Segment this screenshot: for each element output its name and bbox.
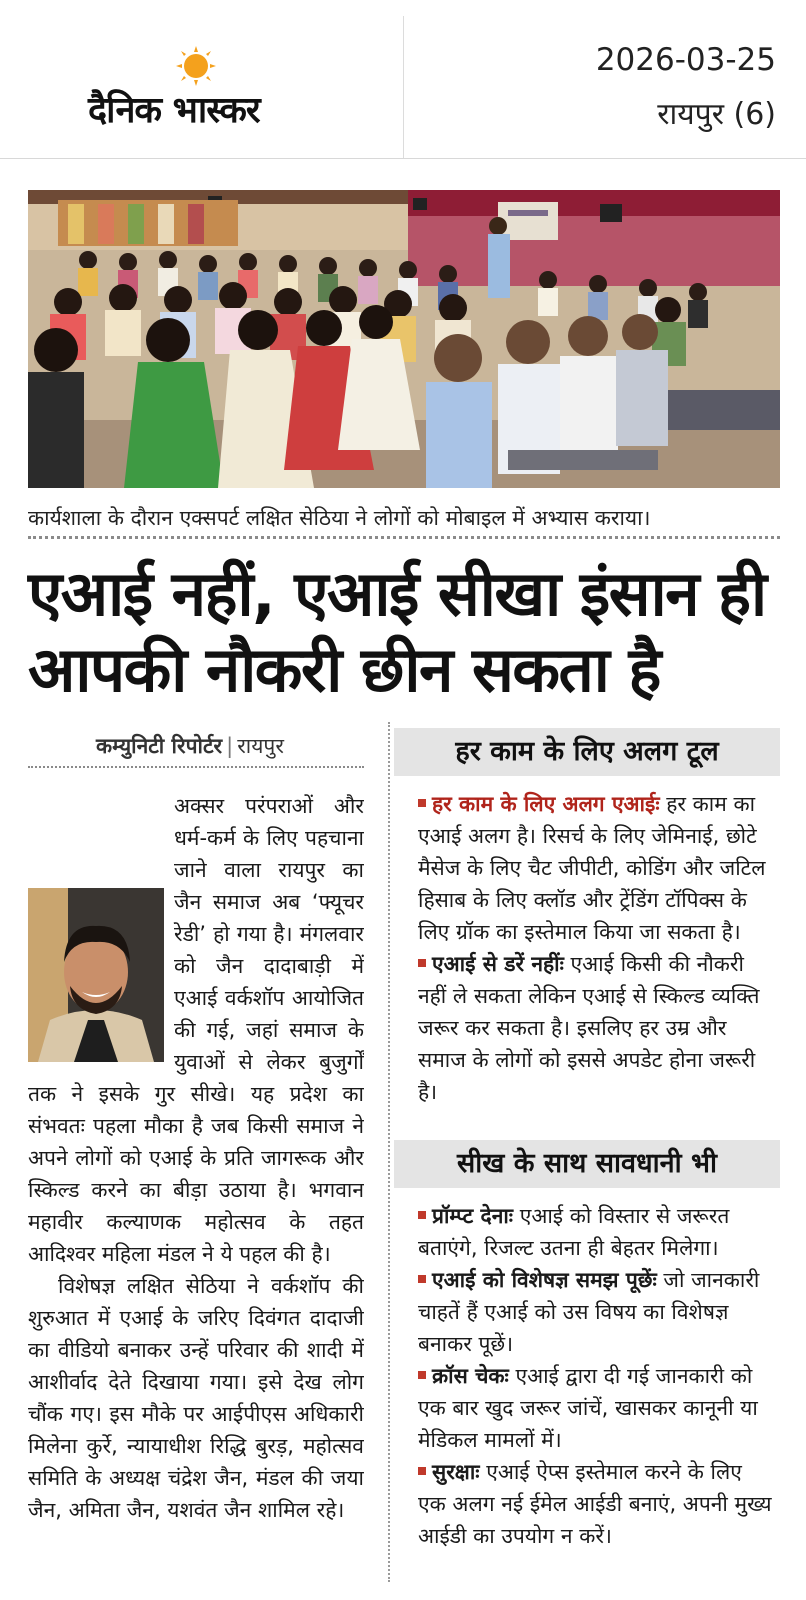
- newspaper-logo: [88, 36, 308, 136]
- list-item-term: एआई से डरें नहींः: [432, 952, 564, 976]
- list-item-text: हर काम का एआई अलग है। रिसर्च के लिए जेमिनाई, छोटे मैसेज के लिए चैट जीपीटी, कोडिंग और जटिल हिसाब के लिए क्लॉड और ट्रेंडिंग टॉपिक्स के लिए ग्रॉक का इस्तेमाल किया जा सकता है।: [418, 792, 766, 944]
- byline-divider: [28, 766, 364, 768]
- headline: [28, 556, 788, 708]
- column-divider: [388, 722, 390, 1582]
- logo-wordmark: दैनिक भास्कर: [88, 90, 260, 131]
- article-paragraph-1: अक्सर परंपराओं और धर्म-कर्म के लिए पहचाना जाने वाला रायपुर का जैन समाज अब ‘फ्यूचर रेडी’ हो गया है। मंगलवार को जैन दादाबाड़ी में एआई वर्कशॉप आयोजित की गई, जहां समाज के युवाओं से लेकर बुजुर्गों तक ने इसके गुर सीखे। यह प्रदेश का संभवतः पहला मौका है जब किसी समाज ने अपने लोगों को एआई के प्रति जागरूक और स्किल्ड करने का बीड़ा उठाया है। भगवान महावीर कल्याणक महोत्सव के तहत आदिश्वर महिला मंडल ने ये पहल की है।: [28, 794, 364, 1266]
- list-item: [418, 948, 774, 1108]
- sidebar-heading-caution: सीख के साथ सावधानी भी: [394, 1140, 780, 1188]
- list-item-term: प्रॉम्प्ट देनाः: [432, 1204, 514, 1228]
- headline-line-2: आपकी नौकरी छीन सकता है: [28, 633, 660, 706]
- bullet-square-icon: [418, 1275, 426, 1283]
- list-item: [418, 1360, 774, 1456]
- article-paragraph-2: विशेषज्ञ लक्षित सेठिया ने वर्कशॉप की शुरुआत में एआई के जरिए दिवंगत दादाजी का वीडियो बनाकर उन्हें परिवार की शादी में आशीर्वाद देते दिखाया गया। इसे देख लोग चौंक गए। इस मौके पर आईपीएस अधिकारी मिलेना कुर्रे, न्यायाधीश रिद्धि बुरड़, महोत्सव समिति के अध्यक्ष चंद्रेश जैन, मंडल की जया जैन, अमिता जैन, यशवंत जैन शामिल रहे।: [28, 1274, 364, 1522]
- list-item: [418, 1456, 774, 1552]
- list-item-text: एआई द्वारा दी गई जानकारी को एक बार खुद जरूर जांचें, खासकर कानूनी या मेडिकल मामलों में।: [418, 1364, 758, 1452]
- issue-date: 2026-03-25: [595, 42, 776, 78]
- workshop-photo: [28, 190, 780, 488]
- sun-icon: [176, 46, 216, 86]
- bullet-square-icon: [418, 1211, 426, 1219]
- byline-separator: |: [226, 734, 234, 758]
- photo-caption: कार्यशाला के दौरान एक्सपर्ट लक्षित सेठिया ने लोगों को मोबाइल में अभ्यास कराया।: [28, 506, 651, 530]
- caption-divider: [28, 536, 780, 539]
- headline-line-1: एआई नहीं, एआई सीखा इंसान ही: [28, 557, 766, 630]
- sidebar-tools-list: [418, 788, 774, 1108]
- list-item-term: सुरक्षाः: [432, 1460, 480, 1484]
- list-item-text: एआई को विस्तार से जरूरत बताएंगे, रिजल्ट उतना ही बेहतर मिलेगा।: [418, 1204, 730, 1260]
- list-item: [418, 1200, 774, 1264]
- expert-portrait: [28, 888, 164, 1062]
- article-body: [28, 790, 364, 1580]
- edition-label: रायपुर (6): [657, 97, 776, 132]
- bullet-square-icon: [418, 1467, 426, 1475]
- byline-reporter: कम्युनिटी रिपोर्टर: [96, 734, 223, 758]
- list-item-text: एआई किसी की नौकरी नहीं ले सकता लेकिन एआई से स्किल्ड व्यक्ति जरूर कर सकता है। इसलिए हर उम्र और समाज के लोगों को इससे अपडेट होना जरूरी है।: [418, 952, 760, 1104]
- list-item: [418, 1264, 774, 1360]
- bullet-square-icon: [418, 799, 426, 807]
- byline: [96, 732, 284, 760]
- sidebar-caution-list: [418, 1200, 774, 1552]
- list-item-text: एआई ऐप्स इस्तेमाल करने के लिए एक अलग नई ईमेल आईडी बनाएं, अपनी मुख्य आईडी का उपयोग न करें।: [418, 1460, 772, 1548]
- bullet-square-icon: [418, 1371, 426, 1379]
- masthead: [0, 0, 806, 159]
- masthead-divider: [403, 16, 404, 158]
- list-item-term: क्रॉस चेकः: [432, 1364, 509, 1388]
- list-item-text: जो जानकारी चाहतें हैं एआई को उस विषय का विशेषज्ञ बनाकर पूछें।: [418, 1268, 760, 1356]
- list-item-term: एआई को विशेषज्ञ समझ पूछेंः: [432, 1268, 657, 1292]
- list-item-term: हर काम के लिए अलग एआईः: [432, 792, 660, 816]
- bullet-square-icon: [418, 959, 426, 967]
- list-item: [418, 788, 774, 948]
- byline-city: रायपुर: [237, 734, 284, 758]
- sidebar-heading-tools: हर काम के लिए अलग टूल: [394, 728, 780, 776]
